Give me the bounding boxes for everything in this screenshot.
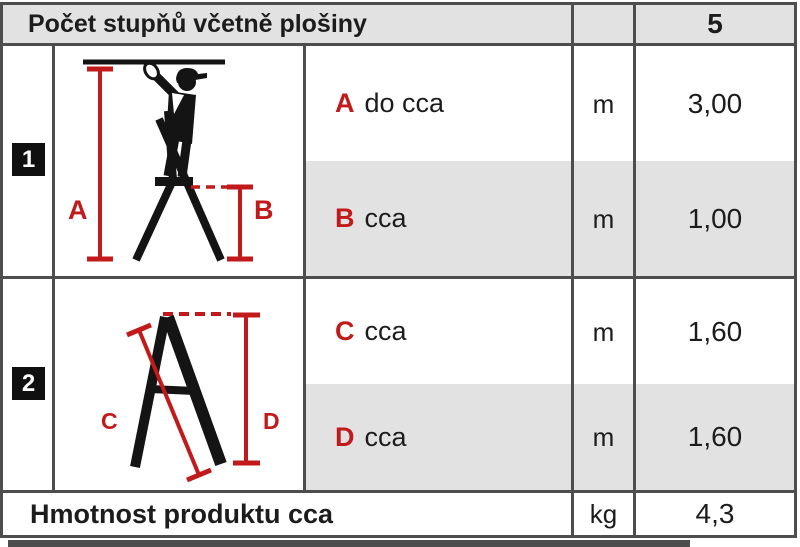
- table-border-bottom: [0, 535, 797, 538]
- footer-label: Hmotnost produktu cca: [30, 498, 334, 529]
- table-border-top: [0, 2, 797, 5]
- table-border-diagram-col: [303, 43, 306, 493]
- dimension-d-line: [233, 315, 260, 463]
- header-unit-cell: [574, 5, 633, 43]
- dimension-a-line: [87, 69, 113, 259]
- dimension-c-label: C: [101, 408, 118, 434]
- spec-b-text: cca: [364, 203, 407, 233]
- header-label-cell: [3, 5, 571, 43]
- table-border-number-col: [52, 43, 55, 493]
- spec-d-text: cca: [364, 421, 407, 452]
- dimension-a-label: A: [68, 195, 88, 225]
- header-value-cell: [636, 5, 794, 43]
- spec-b-label-cell: [306, 161, 571, 276]
- table-border-row-divider-2: [0, 490, 797, 493]
- header-label: Počet stupňů včetně plošiny: [28, 9, 367, 38]
- person-figure: [142, 61, 207, 177]
- spec-b-letter: B: [335, 203, 355, 233]
- footer-label-cell: [3, 493, 571, 535]
- spec-a-letter: A: [335, 88, 355, 118]
- spec-d-label-cell: [306, 384, 571, 490]
- spec-d-letter: D: [335, 421, 355, 452]
- table-border-row-divider-1: [0, 276, 797, 279]
- spec-a-text: do cca: [364, 88, 445, 118]
- spec-c-unit-cell: m: [592, 316, 615, 347]
- footer-unit-cell: kg: [589, 499, 618, 529]
- footer-value-cell: 4,3: [695, 498, 735, 529]
- row-1-number-chip: 1: [12, 143, 45, 176]
- spec-d-value-cell: 1,60: [687, 421, 743, 452]
- ladder-platform: [155, 177, 193, 186]
- table-border-left: [0, 2, 3, 538]
- table-border-right: [794, 2, 797, 538]
- spec-b-unit-cell: m: [592, 203, 615, 234]
- diagram-stepladder-in-use: [55, 47, 303, 276]
- diagram-stepladder-folded: [55, 293, 303, 490]
- table-border-value-col-left: [633, 2, 636, 538]
- folded-ladder-frame: [135, 317, 221, 467]
- dimension-d-label: D: [263, 408, 280, 434]
- spec-d-unit-cell: m: [592, 422, 615, 452]
- spec-a-unit-cell: m: [592, 88, 615, 119]
- spec-c-value-cell: 1,60: [687, 315, 743, 347]
- spec-a-value-cell: 3,00: [687, 87, 743, 119]
- spec-b-value-cell: 1,00: [687, 202, 743, 234]
- bottom-partial-element: [8, 540, 690, 547]
- spec-c-text: cca: [364, 316, 407, 346]
- table-border-unit-col-left: [571, 2, 574, 538]
- dimension-b-label: B: [254, 195, 274, 225]
- dimension-b-line: [227, 187, 253, 259]
- spec-c-letter: C: [335, 316, 355, 346]
- row-2-number-chip: 2: [12, 367, 45, 400]
- spec-c-label-cell: [306, 279, 571, 384]
- header-value: 5: [707, 8, 723, 39]
- table-border-under-header: [0, 43, 797, 46]
- spec-a-label-cell: [306, 46, 571, 161]
